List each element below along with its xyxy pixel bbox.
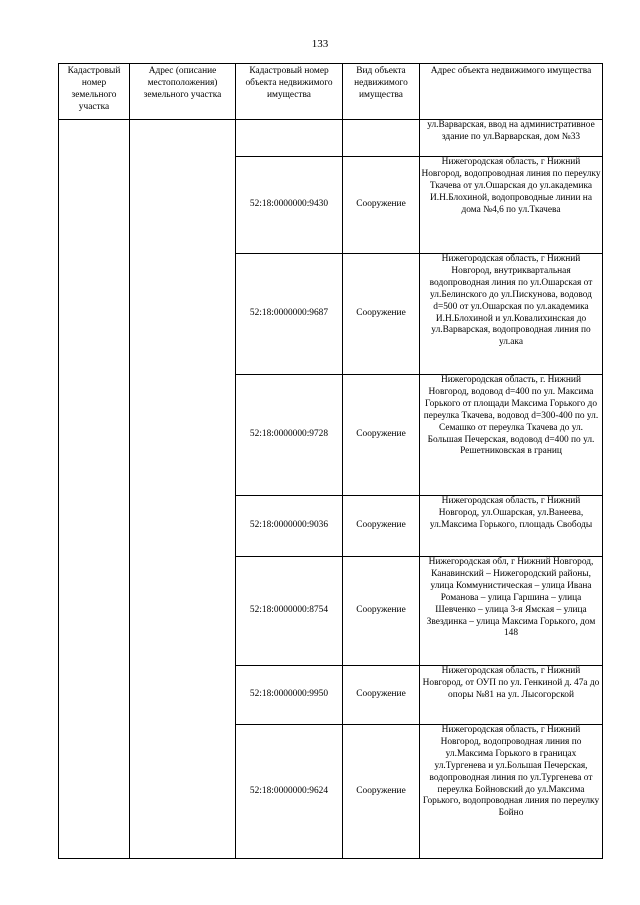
object-address-cell: Нижегородская область, г Нижний Новгород, водопроводная линия по переулку Ткачева от ул.Ошарская до ул.академика И.Н.Блохиной, водопроводные линии на дома №4,6 по ул.Ткачева [420,157,603,254]
object-address-cell: Нижегородская область, г Нижний Новгород, внутриквартальная водопроводная линия по ул.Ошарская от ул.Белинского до ул.Пискунова, водовод d=500 от ул.Ошарская по ул.академика И.Н.Блохиной и ул.Ковалихинская до ул.Варварская, водопроводная линия по ул.ака [420,254,603,375]
object-cadastral-cell: 52:18:0000000:9687 [236,254,343,375]
header-object-address: Адрес объекта недвижимого имущества [420,64,603,120]
object-address-cell: Нижегородская область, г Нижний Новгород, водопроводная линия по ул.Максима Горького в границах ул.Тургенева и ул.Большая Печерская, водопроводная линия по ул.Тургенева от переулка Бойновский до ул.Максима Горького, водопроводная линия по переулку Бойно [420,725,603,859]
object-cadastral-cell: 52:18:0000000:9624 [236,725,343,859]
land-address-cell [130,120,236,859]
object-type-cell: Сооружение [343,725,420,859]
object-address-cell: Нижегородская область, г. Нижний Новгород, водовод d=400 по ул. Максима Горького от площади Максима Горького до переулка Ткачева, водовод d=300-400 по ул. Семашко от переулка Ткачева до ул. Большая Печерская, водовод d=400 по ул. Решетниковская в границ [420,375,603,496]
object-cadastral-cell: 52:18:0000000:9036 [236,496,343,557]
object-address-cell: Нижегородская область, г Нижний Новгород, от ОУП по ул. Генкиной д. 47а до опоры №81 на ул. Лысогорской [420,666,603,725]
object-address-cell: Нижегородская область, г Нижний Новгород, ул.Ошарская, ул.Ванеева, ул.Максима Горького, площадь Свободы [420,496,603,557]
object-cadastral-cell: 52:18:0000000:9430 [236,157,343,254]
object-type-cell: Сооружение [343,496,420,557]
land-cadastral-cell [59,120,130,859]
object-address-cell: ул.Варварская, ввод на административное здание по ул.Варварская, дом №33 [420,120,603,157]
header-land-cadastral-number: Кадастровый номер земельного участка [59,64,130,120]
table-row [59,120,603,157]
object-type-cell: Сооружение [343,254,420,375]
header-object-cadastral-number: Кадастровый номер объекта недвижимого имущества [236,64,343,120]
table-header-row [59,64,603,120]
object-cadastral-cell [236,120,343,157]
header-land-address: Адрес (описание местоположения) земельного участка [130,64,236,120]
object-address-cell: Нижегородская обл, г Нижний Новгород, Канавинский – Нижегородский районы, улица Коммунистическая – улица Ивана Романова – улица Гаршина – улица Шевченко – улица 3-я Ямская – улица Звездинка – улица Максима Горького, дом 148 [420,557,603,666]
object-cadastral-cell: 52:18:0000000:8754 [236,557,343,666]
header-object-type: Вид объекта недвижимого имущества [343,64,420,120]
object-type-cell: Сооружение [343,375,420,496]
property-table [58,63,603,859]
object-type-cell [343,120,420,157]
page-number: 133 [311,38,329,50]
object-type-cell: Сооружение [343,557,420,666]
object-type-cell: Сооружение [343,157,420,254]
object-type-cell: Сооружение [343,666,420,725]
object-cadastral-cell: 52:18:0000000:9728 [236,375,343,496]
object-cadastral-cell: 52:18:0000000:9950 [236,666,343,725]
